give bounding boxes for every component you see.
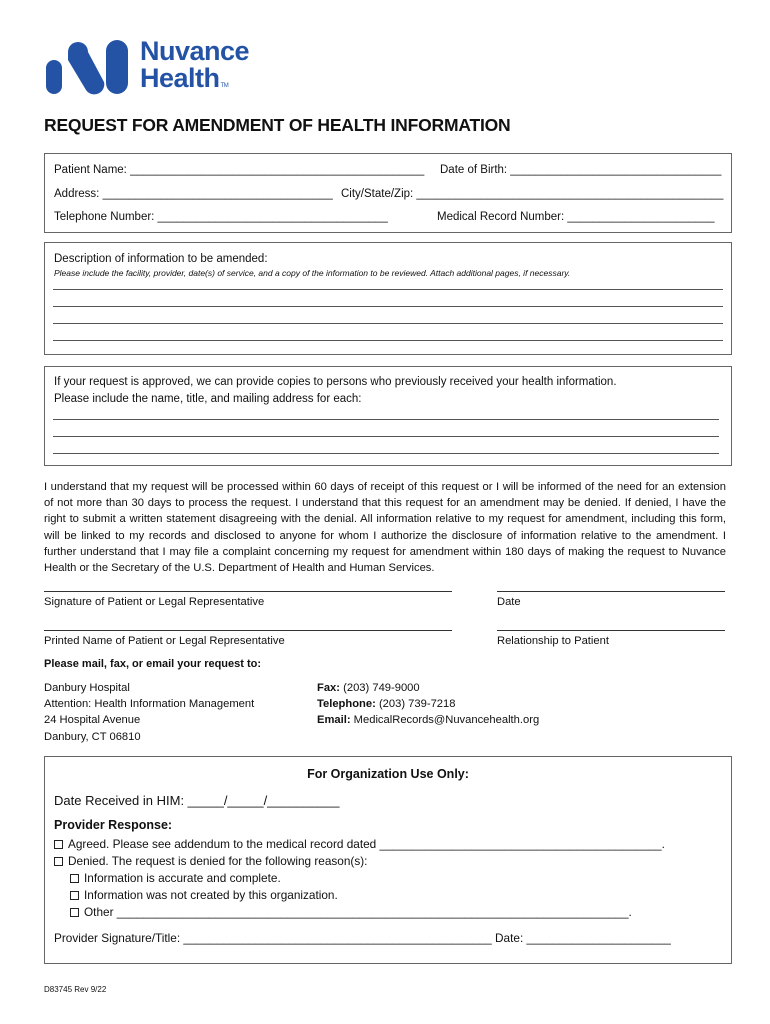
provider-signature-field[interactable]: Provider Signature/Title: _______________________________________________ Date: ______________________	[54, 931, 671, 945]
printed-name-line[interactable]	[44, 630, 452, 631]
date-label: Date	[497, 596, 521, 608]
agreed-text: Agreed. Please see addendum to the medical record dated ___________________________________________.	[68, 837, 665, 851]
reason-accurate-text: Information is accurate and complete.	[84, 871, 281, 885]
fax-label: Fax:	[317, 682, 341, 694]
relationship-label: Relationship to Patient	[497, 635, 609, 647]
date-of-birth-field[interactable]: Date of Birth: _________________________________	[440, 164, 722, 176]
agreed-checkbox[interactable]	[54, 840, 63, 849]
signature-label: Signature of Patient or Legal Representative	[44, 596, 265, 608]
brand-line-2: Health	[140, 63, 220, 93]
signature-line[interactable]	[44, 591, 452, 592]
form-title: REQUEST FOR AMENDMENT OF HEALTH INFORMATION	[44, 115, 511, 135]
description-line[interactable]	[53, 306, 723, 307]
reason-not-created-option[interactable]	[70, 888, 338, 902]
fax-value: (203) 749-9000	[340, 682, 420, 694]
date-received-field[interactable]: Date Received in HIM: _____/_____/__________	[54, 793, 340, 808]
brand-line-1: Nuvance	[140, 36, 250, 66]
date-line[interactable]	[497, 591, 725, 592]
address-line: Danbury, CT 06810	[44, 730, 141, 743]
denied-checkbox[interactable]	[54, 857, 63, 866]
description-line[interactable]	[53, 323, 723, 324]
description-note: Please include the facility, provider, date(s) of service, and a copy of the information to be reviewed. Attach additional pages, if necessary.	[54, 268, 571, 278]
telephone-label: Telephone:	[317, 698, 376, 711]
printed-name-label: Printed Name of Patient or Legal Representative	[44, 635, 285, 647]
acknowledgement-paragraph: I understand that my request will be processed within 60 days of receipt of this request or I will be informed of the need for an extension of not more than 30 days to process the request. I understand that this request for an amendment may be denied. If denied, I have the right to submit a written statement disagreeing with the denial. All information relative to my request for amendment, including this form, will be linked to my records and disclosed to anyone for whom I authorize the disclosure of information relative to the amendment. I further understand that I may file a complaint concerning my request for amendment within 180 days of making the request to Nuvance Health or the Secretary of the U.S. Department of Health and Human Services.	[44, 481, 726, 575]
denied-text: Denied. The request is denied for the following reason(s):	[68, 854, 368, 868]
contact-info	[317, 680, 539, 729]
reason-other-option[interactable]	[70, 905, 632, 919]
copies-text-1: If your request is approved, we can provide copies to persons who previously received your health information.	[54, 376, 617, 388]
agreed-option[interactable]	[54, 837, 665, 851]
recipient-line[interactable]	[53, 453, 719, 454]
recipient-line[interactable]	[53, 436, 719, 437]
organization-use-box	[44, 756, 732, 964]
description-box	[44, 242, 732, 355]
description-label: Description of information to be amended:	[54, 253, 268, 265]
telephone-field[interactable]: Telephone Number: ____________________________________	[54, 211, 388, 223]
address-line: Danbury Hospital	[44, 682, 130, 694]
nuvance-health-logo	[44, 38, 284, 96]
medical-record-number-field[interactable]: Medical Record Number: _______________________	[437, 211, 715, 223]
reason-other-checkbox[interactable]	[70, 908, 79, 917]
mailing-address	[44, 680, 254, 745]
city-state-zip-field[interactable]: City/State/Zip: ________________________________________________	[341, 188, 724, 200]
provider-response-heading: Provider Response:	[54, 818, 173, 832]
patient-info-box	[44, 153, 732, 233]
address-line: 24 Hospital Avenue	[44, 714, 141, 727]
brand-name	[140, 38, 249, 100]
mail-heading: Please mail, fax, or email your request to:	[44, 658, 262, 670]
address-line: Attention: Health Information Management	[44, 698, 255, 711]
reason-accurate-option[interactable]	[70, 871, 281, 885]
nuvance-logo-mark-icon	[44, 38, 132, 96]
org-use-heading: For Organization Use Only:	[307, 767, 469, 781]
address-field[interactable]: Address: ____________________________________	[54, 188, 333, 200]
reason-not-created-checkbox[interactable]	[70, 891, 79, 900]
description-line[interactable]	[53, 289, 723, 290]
copies-box	[44, 366, 732, 466]
reason-not-created-text: Information was not created by this organization.	[84, 888, 338, 902]
telephone-value: (203) 739-7218	[375, 698, 456, 711]
denied-option[interactable]	[54, 854, 367, 868]
reason-accurate-checkbox[interactable]	[70, 874, 79, 883]
relationship-line[interactable]	[497, 630, 725, 631]
trademark-mark: TM	[220, 83, 229, 89]
description-line[interactable]	[53, 340, 723, 341]
email-value[interactable]: MedicalRecords@Nuvancehealth.org	[350, 714, 540, 727]
copies-text-2: Please include the name, title, and mailing address for each:	[54, 393, 362, 405]
recipient-line[interactable]	[53, 419, 719, 420]
email-label: Email:	[317, 714, 351, 727]
patient-name-field[interactable]: Patient Name: ______________________________________________	[54, 164, 425, 176]
form-revision: D83745 Rev 9/22	[44, 985, 107, 994]
reason-other-text[interactable]: Other ______________________________________________________________________________.	[84, 905, 632, 919]
